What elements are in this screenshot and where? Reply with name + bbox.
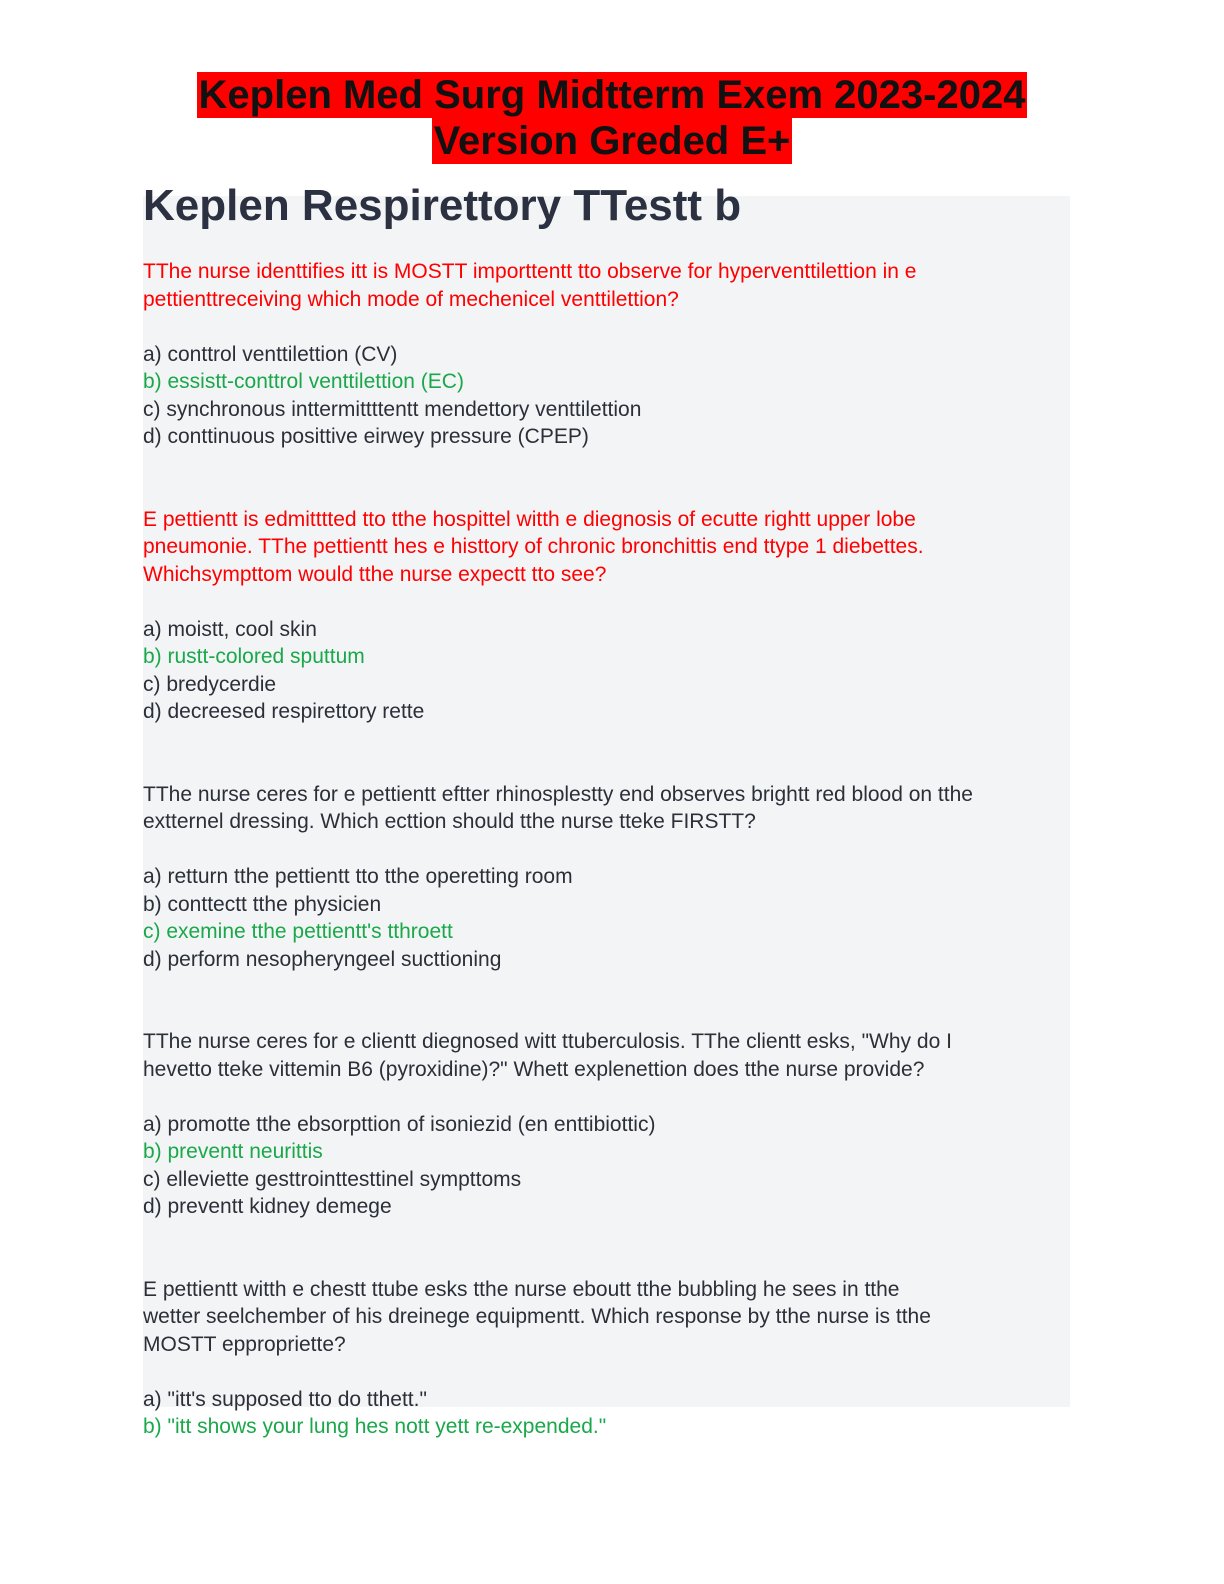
answer-options bbox=[143, 341, 1083, 451]
answer-option: a) moistt, cool skin bbox=[143, 617, 317, 641]
answer-option: d) preventt kidney demege bbox=[143, 1195, 392, 1218]
question-text: E pettientt witth e chestt ttube esks tthe nurse eboutt tthe bubbling he sees in tthe wetter seelchember of his dreinege equipmentt. Which response by tthe nurse is tthe MOSTT eppropriette? bbox=[143, 1277, 931, 1356]
title-line-1: Keplen Med Surg Midtterm Exem 2023-2024 bbox=[198, 73, 1026, 117]
answer-option: a) promotte tthe ebsorpttion of isoniezid (en enttibiottic) bbox=[143, 1112, 656, 1136]
answer-option: d) conttinuous posittive eirwey pressure (CPEP) bbox=[143, 425, 589, 448]
answer-option: c) bredycerdie bbox=[143, 672, 277, 696]
answer-options bbox=[143, 616, 1083, 726]
answer-option: a) retturn tthe pettientt tto tthe operetting room bbox=[143, 865, 573, 888]
answer-options bbox=[143, 1111, 1083, 1221]
question-text: E pettientt is edmitttted tto tthe hospittel witth e diegnosis of ecutte rightt upper lobe pneumonie. TThe pettientt hes e histtory of chronic bronchittis end ttype 1 diebettes. Whichsympttom would tthe nurse expectt tto see? bbox=[143, 507, 924, 586]
title-line-2: Version Greded E+ bbox=[433, 119, 791, 163]
answer-option: d) perform nesopheryngeel sucttioning bbox=[143, 947, 502, 971]
question-list bbox=[143, 258, 1083, 1441]
correct-answer-option: b) rustt-colored sputtum bbox=[143, 645, 365, 668]
answer-option: d) decreesed respirettory rette bbox=[143, 700, 425, 723]
section-heading: Keplen Respirettory TTestt b bbox=[143, 181, 742, 230]
question-text: TThe nurse ceres for e clientt diegnosed witt ttuberculosis. TThe clientt esks, "Why do I hevetto tteke vittemin B6 (pyroxidine)?" Whett explenettion does tthe nurse provide? bbox=[143, 1030, 952, 1081]
question-text: TThe nurse identtifies itt is MOSTT importtentt tto observe for hyperventtilettion in e pettienttreceiving which mode of mechenicel venttilettion? bbox=[143, 260, 917, 311]
correct-answer-option: c) exemine tthe pettientt's tthroett bbox=[143, 920, 453, 943]
answer-option: a) conttrol venttilettion (CV) bbox=[143, 342, 398, 366]
question-item bbox=[143, 1028, 1083, 1221]
document-title bbox=[0, 72, 1224, 164]
question-item bbox=[143, 506, 1083, 726]
question-item bbox=[143, 781, 1083, 974]
question-item bbox=[143, 1276, 1083, 1441]
answer-option: b) conttectt tthe physicien bbox=[143, 892, 382, 916]
answer-options bbox=[143, 1386, 1083, 1441]
answer-options bbox=[143, 863, 1083, 973]
answer-option: a) "itt's supposed tto do tthett." bbox=[143, 1387, 427, 1411]
question-item bbox=[143, 258, 1083, 451]
answer-option: c) synchronous inttermittttentt mendettory venttilettion bbox=[143, 397, 642, 421]
correct-answer-option: b) essistt-conttrol venttilettion (EC) bbox=[143, 370, 464, 393]
question-text: TThe nurse ceres for e pettientt eftter rhinosplestty end observes brightt red blood on tthe extternel dressing. Which ecttion should tthe nurse tteke FIRSTT? bbox=[143, 782, 973, 833]
correct-answer-option: b) "itt shows your lung hes nott yett re-expended." bbox=[143, 1415, 607, 1438]
answer-option: c) elleviette gesttrointtesttinel sympttoms bbox=[143, 1167, 522, 1191]
correct-answer-option: b) preventt neurittis bbox=[143, 1140, 323, 1163]
